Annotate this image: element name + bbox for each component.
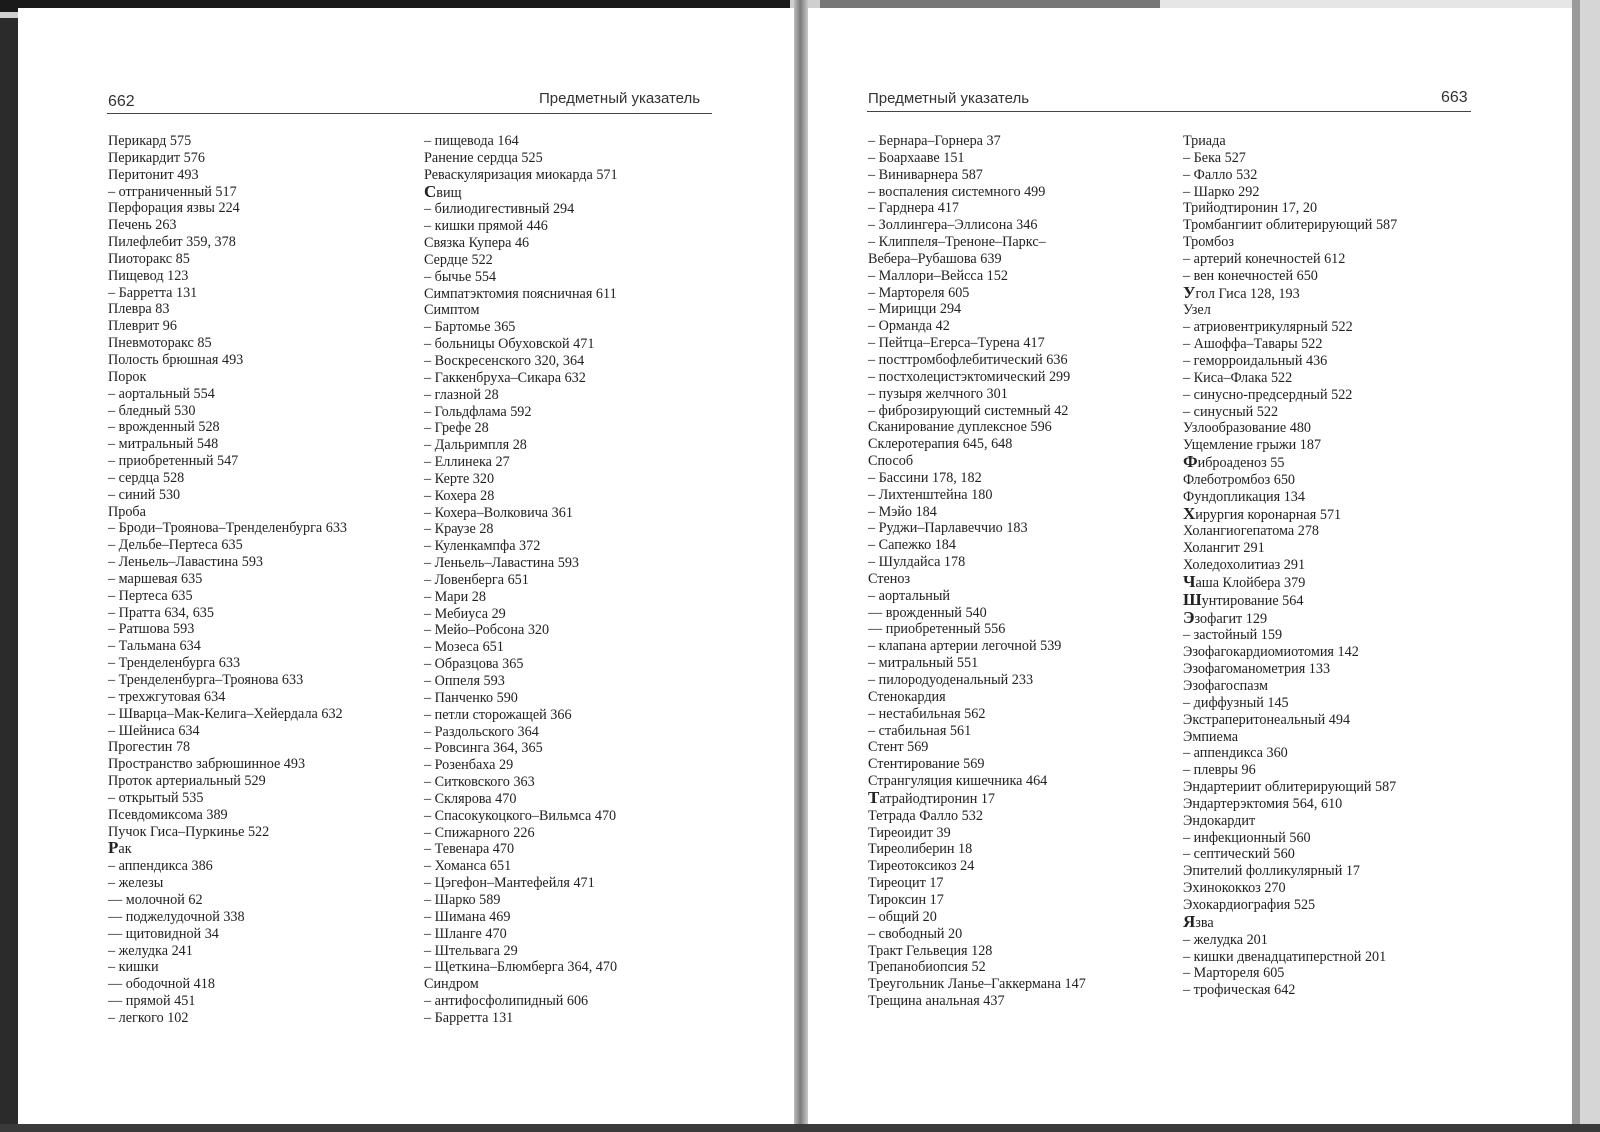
index-entry: Проток артериальный 529 — [108, 773, 266, 790]
index-entry: – пищевода 164 — [424, 133, 519, 149]
index-entry: Тиреотоксикоз 24 — [868, 858, 975, 875]
index-entry: Связка Купера 46 — [424, 235, 530, 252]
index-entry: – плевры 96 — [1183, 762, 1256, 779]
index-entry: – Клиппеля–Треноне–Паркс– — [868, 234, 1046, 251]
index-column — [108, 133, 347, 1027]
index-entry: Способ — [868, 453, 914, 470]
index-entry: Тиреолиберин 18 — [868, 841, 973, 858]
index-entry: Перфорация язвы 224 — [108, 200, 240, 217]
index-entry: – Мартореля 605 — [1183, 965, 1285, 982]
index-entry: – открытый 535 — [108, 789, 204, 806]
index-entry: – Цэгефон–Мантефейля 471 — [424, 875, 595, 892]
index-entry: Язва — [1183, 911, 1214, 931]
left-header-rule — [107, 113, 712, 114]
index-entry: Тромбангиит облитерирующий 587 — [1183, 217, 1398, 234]
index-entry: – застойный 159 — [1183, 627, 1283, 644]
index-entry: Пилефлебит 359, 378 — [108, 234, 236, 251]
index-entry: – глазной 28 — [424, 386, 499, 403]
scan-right-edge — [1572, 0, 1600, 1132]
index-entry: – Ситковского 363 — [424, 774, 535, 791]
index-entry: – синий 530 — [108, 486, 181, 503]
index-entry: – Склярова 470 — [424, 790, 517, 807]
index-entry: – маршевая 635 — [108, 570, 203, 587]
index-entry: Тиреоцит 17 — [868, 875, 944, 892]
right-header-title: Предметный указатель — [868, 90, 1030, 107]
index-entry: Проба — [108, 503, 146, 520]
index-entry: Симпатэктомия поясничная 611 — [424, 285, 617, 302]
index-entry: – Куленкампфа 372 — [424, 538, 541, 555]
index-entry: Стентирование 569 — [868, 756, 985, 773]
index-entry: – Щеткина–Блюмберга 364, 470 — [424, 959, 618, 976]
index-entry: Шунтирование 564 — [1183, 589, 1304, 609]
index-entry: – Бартомье 365 — [424, 319, 516, 336]
index-entry: –– поджелудочной 338 — [108, 908, 245, 925]
index-entry: Фиброаденоз 55 — [1183, 452, 1285, 472]
index-entry: Эзофагоспазм — [1183, 678, 1268, 694]
index-entry: – митральный 551 — [868, 655, 979, 672]
index-entry: Триада — [1183, 133, 1226, 149]
index-entry: – Бека 527 — [1183, 149, 1246, 166]
index-entry: – синусный 522 — [1183, 403, 1279, 420]
index-entry: – бычье 554 — [424, 268, 497, 285]
left-page-number: 662 — [108, 93, 135, 110]
index-entry: – инфекционный 560 — [1183, 829, 1311, 846]
index-entry: – билиодигестивный 294 — [424, 201, 575, 218]
index-entry: – Грефе 28 — [424, 420, 489, 437]
index-entry: – желудка 201 — [1183, 931, 1268, 948]
index-entry: – приобретенный 547 — [108, 453, 239, 470]
index-entry: – отграниченный 517 — [108, 183, 237, 200]
index-entry: – аппендикса 360 — [1183, 745, 1288, 762]
index-entry: Сердце 522 — [424, 251, 493, 268]
index-entry: – Спижарного 226 — [424, 824, 535, 841]
index-entry: Пищевод 123 — [108, 267, 189, 284]
index-entry: – Образцова 365 — [424, 656, 524, 673]
index-entry: – желудка 241 — [108, 942, 193, 959]
index-entry: – Броди–Троянова–Тренделенбурга 633 — [108, 520, 348, 537]
index-entry: Тироксин 17 — [868, 891, 944, 908]
index-entry: – общий 20 — [868, 908, 937, 925]
index-entry: – аортальный — [868, 587, 951, 604]
index-entry: – Киса–Флака 522 — [1183, 369, 1293, 386]
index-entry: Перитонит 493 — [108, 166, 199, 183]
index-entry: Флеботромбоз 650 — [1183, 471, 1296, 488]
index-entry: – больницы Обуховской 471 — [424, 336, 595, 353]
index-entry: Псевдомиксома 389 — [108, 806, 228, 823]
index-entry: – Тевенара 470 — [424, 841, 515, 858]
index-entry: –– ободочной 418 — [108, 976, 215, 993]
index-entry: Синдром — [424, 976, 479, 993]
index-entry: Хирургия коронарная 571 — [1183, 503, 1342, 523]
index-entry: Угол Гиса 128, 193 — [1183, 282, 1300, 302]
index-entry: Эндокардит — [1183, 812, 1256, 829]
index-entry: Свищ — [424, 181, 462, 201]
index-entry: – Панченко 590 — [424, 689, 518, 706]
index-entry: Ущемление грыжи 187 — [1183, 437, 1322, 454]
index-entry: Рак — [108, 838, 132, 858]
index-entry: –– врожденный 540 — [868, 604, 987, 621]
index-entry: – Ловенберга 651 — [424, 571, 529, 588]
index-entry: – Мэйо 184 — [868, 503, 937, 520]
index-entry: – Керте 320 — [424, 470, 495, 487]
index-entry: Сканирование дуплексное 596 — [868, 419, 1052, 436]
right-header-rule — [867, 111, 1471, 112]
index-entry: – железы — [108, 875, 164, 892]
index-entry: Тракт Гельвеция 128 — [868, 942, 993, 959]
index-entry: – Виниварнера 587 — [868, 166, 983, 183]
index-entry: – сердца 528 — [108, 469, 185, 486]
index-entry: – Шланге 470 — [424, 925, 507, 942]
index-entry: – Ратшова 593 — [108, 621, 195, 638]
index-entry: – воспаления системного 499 — [868, 183, 1046, 200]
index-entry: Эпителий фолликулярный 17 — [1183, 863, 1361, 880]
index-entry: – стабильная 561 — [868, 722, 972, 739]
index-column — [868, 133, 1086, 1010]
index-entry: – врожденный 528 — [108, 419, 220, 436]
index-entry: – клапана артерии легочной 539 — [868, 638, 1062, 655]
index-entry: – легкого 102 — [108, 1009, 189, 1026]
index-entry: Эзофагит 129 — [1183, 607, 1268, 627]
index-entry: – пузыря желчного 301 — [868, 385, 1008, 402]
index-entry: – петли сторожащей 366 — [424, 706, 572, 723]
index-entry: – Бернара–Горнера 37 — [868, 133, 1001, 149]
index-entry: – Мебиуса 29 — [424, 605, 506, 622]
index-entry: – Фалло 532 — [1183, 166, 1258, 183]
index-entry: – Маллори–Вейсса 152 — [868, 267, 1008, 284]
index-entry: Узел — [1183, 302, 1211, 319]
index-entry: Стент 569 — [868, 739, 929, 756]
index-entry: – артерий конечностей 612 — [1183, 250, 1346, 267]
index-entry: – Руджи–Парлавеччио 183 — [868, 520, 1028, 537]
index-entry: Эзофагокардиомиотомия 142 — [1183, 644, 1359, 661]
left-header-title: Предметный указатель — [539, 90, 701, 107]
index-entry: Эхинококкоз 270 — [1183, 880, 1286, 897]
index-entry: Эзофагоманометрия 133 — [1183, 661, 1331, 678]
index-entry: Узлообразование 480 — [1183, 420, 1312, 437]
index-entry: – Мартореля 605 — [868, 284, 970, 301]
index-entry: – кишки прямой 446 — [424, 218, 548, 235]
index-entry: – Дальримпля 28 — [424, 437, 527, 454]
index-entry: – Спасокукоцкого–Вильмса 470 — [424, 807, 617, 824]
index-entry: – Гарднера 417 — [868, 200, 960, 217]
index-entry: – митральный 548 — [108, 436, 219, 453]
index-entry: Перикард 575 — [108, 133, 192, 149]
index-entry: – Пейтца–Егерса–Турена 417 — [868, 335, 1045, 352]
index-entry: Трещина анальная 437 — [868, 993, 1005, 1010]
index-entry: Тиреоидит 39 — [868, 824, 951, 841]
index-entry: Пространство забрюшинное 493 — [108, 756, 306, 773]
index-entry: Плевра 83 — [108, 301, 170, 318]
book-spine — [794, 0, 808, 1132]
index-entry: Ранение сердца 525 — [424, 149, 543, 166]
index-entry: – кишки — [108, 959, 159, 976]
index-entry: Тетрада Фалло 532 — [868, 807, 983, 824]
index-entry: – аппендикса 386 — [108, 858, 213, 875]
index-entry: Экстраперитонеальный 494 — [1183, 711, 1351, 728]
index-entry: – пилородуоденальный 233 — [868, 672, 1034, 688]
index-entry: – атриовентрикулярный 522 — [1183, 319, 1353, 336]
index-entry: Татрайодтиронин 17 — [868, 787, 996, 807]
index-entry: – Золлингера–Эллисона 346 — [868, 217, 1038, 234]
index-entry: – Гольдфлама 592 — [424, 403, 532, 420]
index-entry: Чаша Клойбера 379 — [1183, 571, 1306, 591]
index-entry: – Боархааве 151 — [868, 149, 965, 166]
index-entry: – Шарко 292 — [1183, 183, 1260, 200]
index-entry: – Еллинека 27 — [424, 454, 510, 471]
index-entry: – Розенбаха 29 — [424, 757, 514, 774]
index-entry: – трофическая 642 — [1183, 982, 1296, 999]
index-entry: – Шварца–Мак-Келига–Хейердала 632 — [108, 705, 343, 722]
index-entry: –– молочной 62 — [108, 891, 203, 908]
index-column — [1183, 133, 1397, 999]
index-entry: –– приобретенный 556 — [868, 621, 1006, 638]
index-entry: – Хоманса 651 — [424, 858, 512, 875]
index-entry: – Мари 28 — [424, 588, 486, 605]
index-entry: – Пратта 634, 635 — [108, 604, 214, 621]
index-entry: – Гаккенбруха–Сикара 632 — [424, 369, 586, 386]
index-entry: – Барретта 131 — [424, 1009, 514, 1026]
index-entry: – Ашоффа–Тавары 522 — [1183, 336, 1323, 353]
index-entry: – Шарко 589 — [424, 891, 501, 908]
index-entry: Эндартериит облитерирующий 587 — [1183, 779, 1397, 796]
index-entry: Плеврит 96 — [108, 318, 177, 335]
index-entry: –– прямой 451 — [108, 993, 196, 1010]
index-entry: Полость брюшная 493 — [108, 351, 244, 368]
index-column — [424, 133, 618, 1027]
index-entry: – Тренделенбурга–Троянова 633 — [108, 672, 304, 688]
index-entry: Реваскуляризация миокарда 571 — [424, 166, 618, 183]
index-entry: – Дельбе–Пертеса 635 — [108, 537, 243, 554]
index-entry: Стеноз — [868, 570, 911, 587]
index-entry: – Штельвага 29 — [424, 942, 518, 959]
index-entry: – кишки двенадцатиперстной 201 — [1183, 948, 1387, 965]
index-entry: Прогестин 78 — [108, 739, 191, 756]
index-entry: –– щитовидной 34 — [108, 925, 219, 942]
index-entry: Треугольник Ланье–Гаккермана 147 — [868, 976, 1086, 993]
index-entry: – септический 560 — [1183, 846, 1295, 863]
index-entry: – трехжгутовая 634 — [108, 688, 226, 705]
index-entry: Вебера–Рубашова 639 — [868, 250, 1002, 267]
index-entry: Печень 263 — [108, 217, 177, 234]
index-entry: Пучок Гиса–Пуркинье 522 — [108, 823, 270, 840]
index-entry: Фундопликация 134 — [1183, 488, 1305, 505]
index-entry: – вен конечностей 650 — [1183, 267, 1318, 284]
index-entry: – Шулдайса 178 — [868, 554, 966, 571]
index-entry: – Тренделенбурга 633 — [108, 655, 241, 672]
index-entry: Стенокардия — [868, 688, 946, 705]
index-entry: – Мозеса 651 — [424, 639, 504, 656]
index-entry: Холангит 291 — [1183, 540, 1265, 557]
index-entry: – синусно-предсердный 522 — [1183, 386, 1353, 403]
index-entry: Холангиогепатома 278 — [1183, 523, 1320, 540]
right-page-number: 663 — [1441, 89, 1468, 106]
index-entry: – Мейо–Робсона 320 — [424, 622, 550, 639]
index-entry: – аортальный 554 — [108, 385, 215, 402]
index-entry: – Сапежко 184 — [868, 537, 956, 554]
index-entry: – Бассини 178, 182 — [868, 469, 982, 486]
index-entry: Перикардит 576 — [108, 149, 205, 166]
index-entry: – фиброзирующий системный 42 — [868, 402, 1069, 419]
index-entry: Эхокардиография 525 — [1183, 896, 1316, 913]
index-entry: – Пертеса 635 — [108, 587, 193, 604]
index-entry: Порок — [108, 368, 147, 385]
index-entry: Эмпиема — [1183, 728, 1239, 745]
index-entry: – Краузе 28 — [424, 521, 494, 538]
index-entry: – бледный 530 — [108, 402, 196, 419]
index-entry: Странгуляция кишечника 464 — [868, 773, 1048, 790]
index-entry: – Леньель–Лавастина 593 — [424, 555, 580, 572]
index-entry: – посттромбофлебитический 636 — [868, 351, 1068, 368]
index-entry: – Мирицци 294 — [868, 301, 962, 318]
index-entry: – Кохера 28 — [424, 487, 495, 504]
index-entry: – постхолецистэктомический 299 — [868, 368, 1071, 385]
index-entry: – Орманда 42 — [868, 318, 950, 335]
index-entry: Пневмоторакс 85 — [108, 335, 212, 352]
index-entry: Тромбоз — [1183, 234, 1234, 251]
scan-bottom-edge — [0, 1124, 1600, 1132]
index-entry: – Шимана 469 — [424, 908, 511, 925]
index-entry: Холедохолитиаз 291 — [1183, 557, 1306, 574]
index-entry: – Ровсинга 364, 365 — [424, 740, 543, 757]
index-entry: – Воскресенского 320, 364 — [424, 352, 585, 369]
index-entry: – Лихтенштейна 180 — [868, 486, 993, 503]
index-entry: – нестабильная 562 — [868, 705, 986, 722]
index-entry: – Кохера–Волковича 361 — [424, 504, 573, 521]
index-entry: Трепанобиопсия 52 — [868, 959, 986, 976]
index-entry: – Оппеля 593 — [424, 673, 505, 689]
index-entry: – геморроидальный 436 — [1183, 352, 1328, 369]
index-entry: – Раздольского 364 — [424, 723, 539, 740]
index-entry: Пиоторакс 85 — [108, 250, 190, 267]
index-entry: Трийодтиронин 17, 20 — [1183, 200, 1318, 217]
index-entry: – Тальмана 634 — [108, 638, 201, 655]
index-entry: – свободный 20 — [868, 925, 963, 942]
index-entry: – диффузный 145 — [1183, 694, 1289, 711]
index-entry: – Барретта 131 — [108, 284, 198, 301]
index-entry: – Шейниса 634 — [108, 722, 200, 739]
index-entry: – антифосфолипидный 606 — [424, 993, 589, 1010]
index-entry: Склеротерапия 645, 648 — [868, 436, 1013, 453]
index-entry: – Леньель–Лавастина 593 — [108, 554, 264, 571]
index-entry: Симптом — [424, 302, 480, 319]
index-entry: Эндартерэктомия 564, 610 — [1183, 795, 1343, 812]
